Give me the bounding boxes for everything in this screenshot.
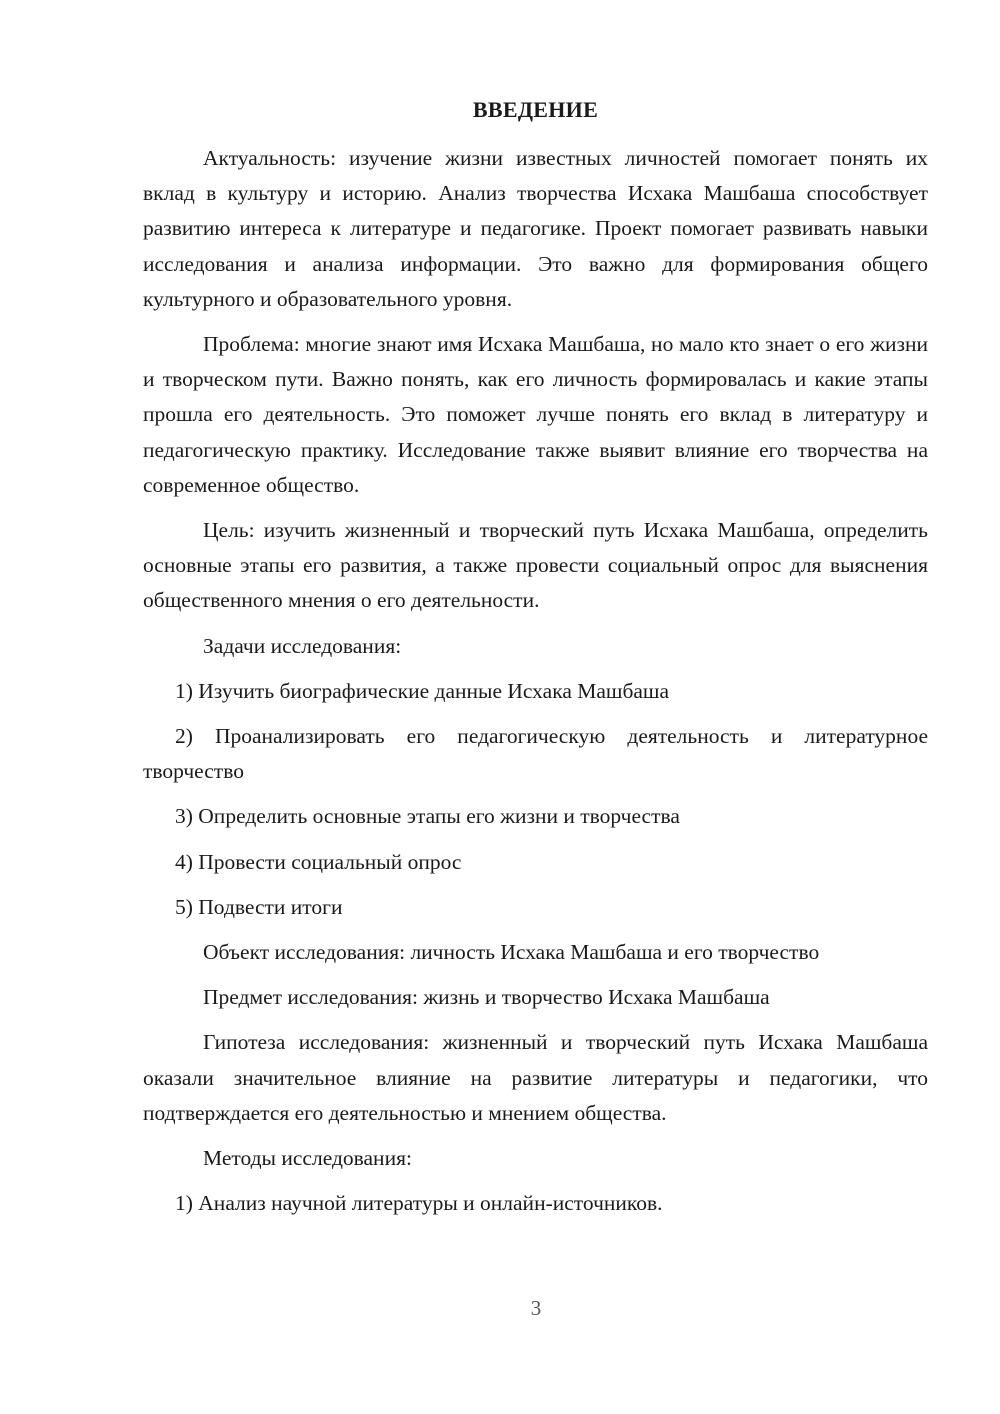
document-page bbox=[143, 92, 928, 1231]
task-item-4: 4) Провести социальный опрос bbox=[175, 849, 462, 874]
research-subject: Предмет исследования: жизнь и творчество Исхака Машбаша bbox=[203, 985, 770, 1010]
section-title: ВВЕДЕНИЕ bbox=[472, 97, 599, 122]
goal-paragraph: Цель: изучить жизненный и творческий путь Исхака Машбаша, определить основные этапы его развития, а также провести социальный опрос для выяснения общественного мнения о его деятельности. bbox=[143, 518, 928, 613]
task-item-5: 5) Подвести итоги bbox=[175, 894, 343, 919]
task-item-2: 2) Проанализировать его педагогическую деятельность и литературное творчество bbox=[143, 724, 928, 784]
research-object: Объект исследования: личность Исхака Машбаша и его творчество bbox=[203, 940, 820, 965]
hypothesis-paragraph: Гипотеза исследования: жизненный и творческий путь Исхака Машбаша оказали значительное влияние на развитие литературы и педагогики, что подтверждается его деятельностью и мнением общества. bbox=[143, 1030, 928, 1125]
task-item-3: 3) Определить основные этапы его жизни и творчества bbox=[175, 804, 680, 829]
method-item-1: 1) Анализ научной литературы и онлайн-источников. bbox=[175, 1191, 663, 1216]
tasks-heading: Задачи исследования: bbox=[203, 633, 402, 658]
problem-paragraph: Проблема: многие знают имя Исхака Машбаша, но мало кто знает о его жизни и творческом пути. Важно понять, как его личность формировалась и какие этапы прошла его деятельность. Это поможет лучше понять его вклад в литературу и педагогическую практику. Исследование также выявит влияние его творчества на современное общество. bbox=[143, 332, 928, 497]
task-item-1: 1) Изучить биографические данные Исхака Машбаша bbox=[175, 678, 670, 703]
methods-heading: Методы исследования: bbox=[203, 1146, 412, 1171]
page-number: 3 bbox=[530, 1296, 542, 1320]
relevance-paragraph: Актуальность: изучение жизни известных личностей помогает понять их вклад в культуру и историю. Анализ творчества Исхака Машбаша способствует развитию интереса к литературе и педагогике. Проект помогает развивать навыки исследования и анализа информации. Это важно для формирования общего культурного и образовательного уровня. bbox=[143, 146, 928, 311]
